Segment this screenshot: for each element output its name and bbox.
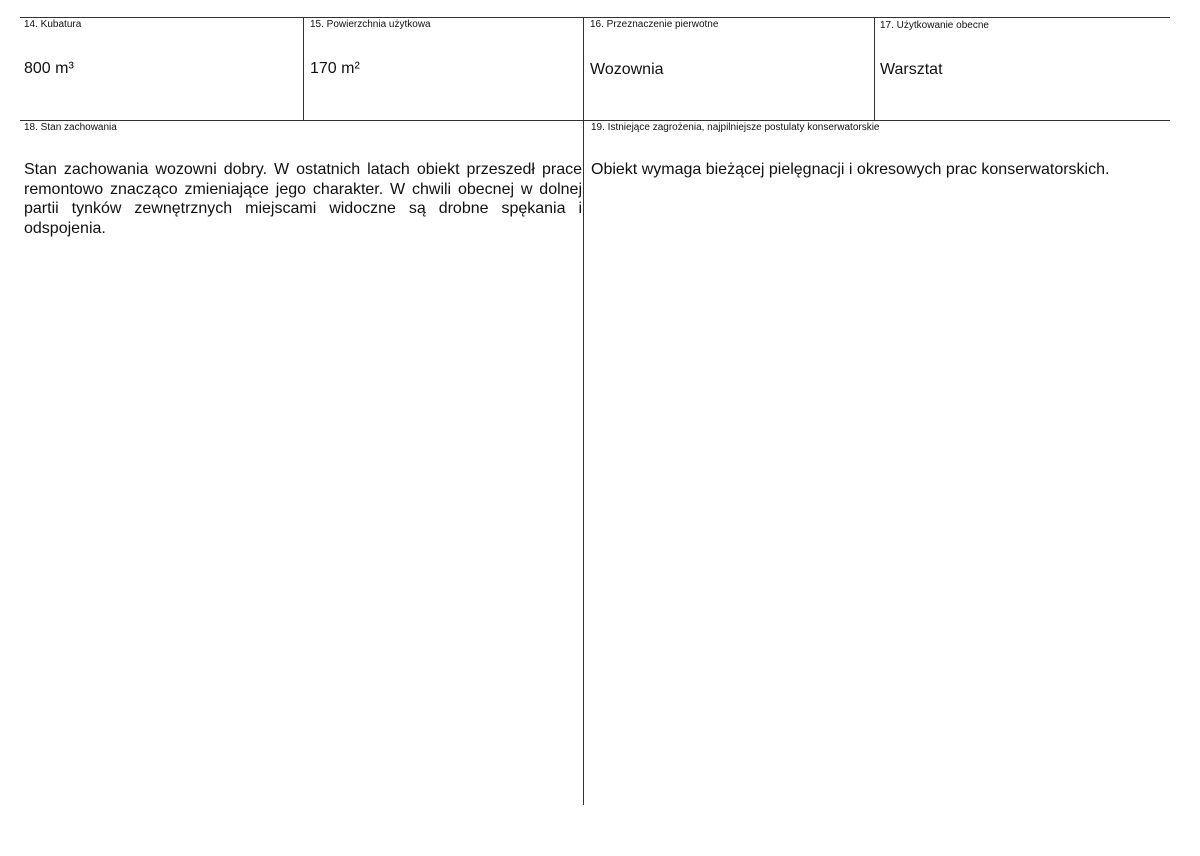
field-zagrozenia-label: 19. Istniejące zagrożenia, najpilniejsze postulaty konserwatorskie bbox=[591, 122, 880, 133]
row1-divider-2 bbox=[583, 17, 584, 120]
field-powierzchnia-value: 170 m² bbox=[310, 60, 360, 77]
field-stan-zachowania-text: Stan zachowania wozowni dobry. W ostatnich latach obiekt przeszedł prace remontowo znacząco zmieniające jego charakter. W chwili obecnej w dolnej partii tynków zewnętrznych miejscami widoczne są drobne spękania i odspojenia. bbox=[24, 161, 582, 237]
field-stan-zachowania-label: 18. Stan zachowania bbox=[24, 122, 117, 133]
row2-divider bbox=[583, 120, 584, 805]
row1-divider-3 bbox=[874, 17, 875, 120]
field-przeznaczenie-value: Wozownia bbox=[590, 61, 664, 78]
field-przeznaczenie-label: 16. Przeznaczenie pierwotne bbox=[590, 19, 719, 30]
field-zagrozenia-text: Obiekt wymaga bieżącej pielęgnacji i okresowych prac konserwatorskich. bbox=[591, 161, 1110, 178]
row1-top-border bbox=[20, 17, 1170, 18]
row2-top-border bbox=[20, 120, 1170, 121]
field-uzytkowanie-value: Warsztat bbox=[880, 61, 943, 78]
row1-divider-1 bbox=[303, 17, 304, 120]
field-uzytkowanie-label: 17. Użytkowanie obecne bbox=[880, 20, 989, 31]
field-kubatura-label: 14. Kubatura bbox=[24, 19, 82, 30]
field-powierzchnia-label: 15. Powierzchnia użytkowa bbox=[310, 19, 431, 30]
field-kubatura-value: 800 m³ bbox=[24, 60, 74, 77]
